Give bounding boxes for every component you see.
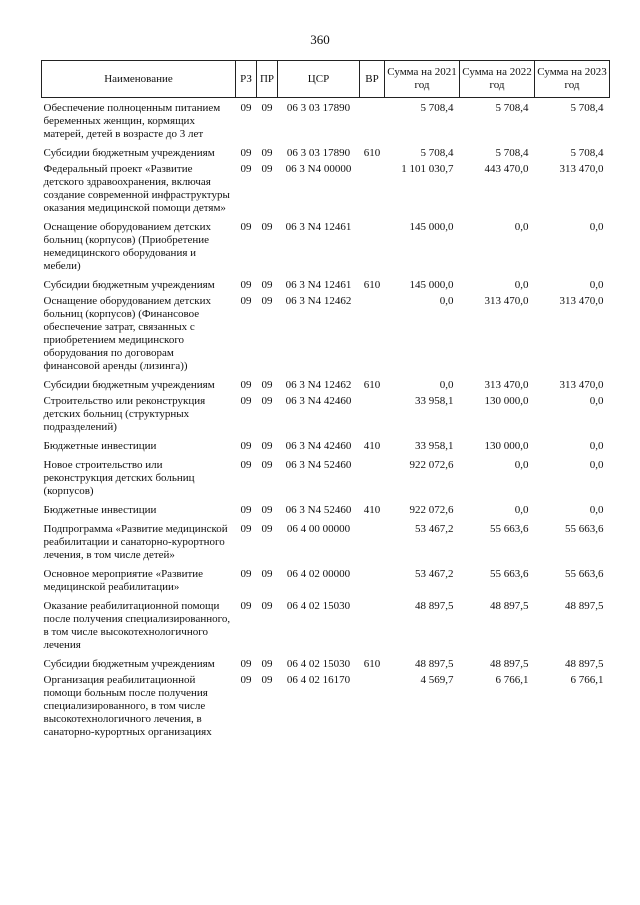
cell-name: Обеспечение полноценным питанием беременных женщин, кормящих матерей, детей в возрасте до 3 лет bbox=[43, 102, 221, 140]
cell-vr: 610 bbox=[363, 658, 381, 670]
cell-csr: 06 3 03 17890 bbox=[286, 102, 351, 114]
table-row bbox=[42, 379, 610, 395]
cell-name: Субсидии бюджетным учреждениям bbox=[43, 279, 215, 291]
cell-rz: 09 bbox=[240, 147, 252, 159]
cell-vr bbox=[360, 98, 385, 148]
cell-rz: 09 bbox=[240, 440, 252, 452]
cell-sum-2023: 5 708,4 bbox=[570, 102, 604, 114]
cell-sum-2022: 6 766,1 bbox=[495, 674, 529, 686]
cell-sum-2022: 48 897,5 bbox=[490, 658, 529, 670]
cell-sum-2022: 443 470,0 bbox=[484, 163, 529, 175]
cell-name: Субсидии бюджетным учреждениям bbox=[43, 379, 215, 391]
cell-sum-2022: 48 897,5 bbox=[490, 600, 529, 612]
cell-csr: 06 3 N4 12461 bbox=[285, 221, 352, 233]
cell-sum-2021: 33 958,1 bbox=[415, 440, 454, 452]
cell-name: Оснащение оборудованием детских больниц (корпусов) (Финансовое обеспечение затрат, связанных с приобретением медицинского оборудования по договорам финансовой аренды (лизинга)) bbox=[43, 295, 212, 372]
cell-sum-2021: 145 000,0 bbox=[409, 279, 454, 291]
cell-vr bbox=[360, 459, 385, 504]
cell-rz: 09 bbox=[240, 379, 252, 391]
cell-name: Основное мероприятие «Развитие медицинской реабилитации» bbox=[43, 568, 204, 593]
table-row bbox=[42, 523, 610, 568]
table-row bbox=[42, 504, 610, 523]
cell-rz: 09 bbox=[240, 279, 252, 291]
cell-csr: 06 3 N4 12462 bbox=[285, 379, 352, 391]
cell-vr: 610 bbox=[363, 147, 381, 159]
table-header-row bbox=[42, 61, 610, 98]
cell-sum-2022: 5 708,4 bbox=[495, 147, 529, 159]
cell-sum-2022: 0,0 bbox=[514, 459, 529, 471]
cell-pr: 09 bbox=[261, 221, 273, 233]
cell-pr: 09 bbox=[261, 147, 273, 159]
table-row bbox=[42, 98, 610, 148]
cell-sum-2021: 0,0 bbox=[439, 379, 454, 391]
cell-rz: 09 bbox=[240, 568, 252, 580]
table-row bbox=[42, 295, 610, 379]
cell-vr: 410 bbox=[363, 440, 381, 452]
cell-vr bbox=[360, 674, 385, 739]
header-csr: ЦСР bbox=[278, 61, 360, 98]
cell-vr: 610 bbox=[363, 279, 381, 291]
cell-pr: 09 bbox=[261, 600, 273, 612]
cell-rz: 09 bbox=[240, 459, 252, 471]
cell-sum-2022: 313 470,0 bbox=[484, 379, 529, 391]
cell-sum-2023: 5 708,4 bbox=[570, 147, 604, 159]
cell-pr: 09 bbox=[261, 279, 273, 291]
table-row bbox=[42, 459, 610, 504]
cell-sum-2023: 0,0 bbox=[589, 221, 604, 233]
cell-name: Оснащение оборудованием детских больниц (корпусов) (Приобретение немедицинского оборудования и мебели) bbox=[43, 221, 212, 272]
table-row bbox=[42, 147, 610, 163]
header-sum-2022: Сумма на 2022 год bbox=[460, 61, 535, 98]
cell-name: Организация реабилитационной помощи больным после получения специализированного, в том числе высокотехнологичного лечения, в санаторно-курортных организациях bbox=[43, 674, 212, 738]
cell-csr: 06 3 03 17890 bbox=[286, 147, 351, 159]
cell-csr: 06 4 00 00000 bbox=[286, 523, 351, 535]
cell-sum-2022: 130 000,0 bbox=[484, 440, 529, 452]
cell-vr bbox=[360, 395, 385, 440]
cell-name: Субсидии бюджетным учреждениям bbox=[43, 658, 215, 670]
cell-csr: 06 3 N4 12461 bbox=[285, 279, 352, 291]
cell-name: Новое строительство или реконструкция детских больниц (корпусов) bbox=[43, 459, 195, 497]
cell-rz: 09 bbox=[240, 504, 252, 516]
cell-csr: 06 3 N4 42460 bbox=[285, 440, 352, 452]
cell-name: Федеральный проект «Развитие детского здравоохранения, включая создание современной инфраструктуры оказания медицинской помощи детям» bbox=[43, 163, 230, 214]
cell-pr: 09 bbox=[261, 440, 273, 452]
cell-sum-2023: 0,0 bbox=[589, 279, 604, 291]
cell-rz: 09 bbox=[240, 102, 252, 114]
header-sum-2023: Сумма на 2023 год bbox=[535, 61, 610, 98]
cell-pr: 09 bbox=[261, 674, 273, 686]
cell-name: Бюджетные инвестиции bbox=[43, 504, 157, 516]
cell-sum-2021: 5 708,4 bbox=[420, 147, 454, 159]
cell-rz: 09 bbox=[240, 523, 252, 535]
cell-name: Бюджетные инвестиции bbox=[43, 440, 157, 452]
cell-pr: 09 bbox=[261, 379, 273, 391]
cell-sum-2021: 48 897,5 bbox=[415, 658, 454, 670]
table-row bbox=[42, 221, 610, 279]
header-rz: РЗ bbox=[236, 61, 257, 98]
cell-sum-2021: 145 000,0 bbox=[409, 221, 454, 233]
cell-rz: 09 bbox=[240, 674, 252, 686]
header-pr: ПР bbox=[257, 61, 278, 98]
cell-sum-2021: 922 072,6 bbox=[409, 504, 454, 516]
cell-vr bbox=[360, 600, 385, 658]
cell-vr bbox=[360, 568, 385, 600]
cell-sum-2022: 5 708,4 bbox=[495, 102, 529, 114]
header-vr: ВР bbox=[360, 61, 385, 98]
cell-vr: 410 bbox=[363, 504, 381, 516]
table-row bbox=[42, 658, 610, 674]
cell-csr: 06 4 02 16170 bbox=[286, 674, 351, 686]
cell-rz: 09 bbox=[240, 395, 252, 407]
cell-sum-2023: 0,0 bbox=[589, 395, 604, 407]
cell-sum-2021: 0,0 bbox=[439, 295, 454, 307]
cell-sum-2023: 55 663,6 bbox=[565, 568, 604, 580]
cell-rz: 09 bbox=[240, 163, 252, 175]
cell-vr bbox=[360, 221, 385, 279]
cell-rz: 09 bbox=[240, 221, 252, 233]
cell-sum-2023: 0,0 bbox=[589, 440, 604, 452]
cell-sum-2021: 922 072,6 bbox=[409, 459, 454, 471]
cell-pr: 09 bbox=[261, 658, 273, 670]
cell-rz: 09 bbox=[240, 600, 252, 612]
cell-csr: 06 3 N4 42460 bbox=[285, 395, 352, 407]
cell-sum-2021: 48 897,5 bbox=[415, 600, 454, 612]
cell-sum-2022: 0,0 bbox=[514, 221, 529, 233]
cell-pr: 09 bbox=[261, 395, 273, 407]
cell-sum-2021: 5 708,4 bbox=[420, 102, 454, 114]
cell-sum-2023: 6 766,1 bbox=[570, 674, 604, 686]
cell-sum-2021: 4 569,7 bbox=[420, 674, 454, 686]
cell-pr: 09 bbox=[261, 163, 273, 175]
page-number: 360 bbox=[310, 32, 330, 47]
cell-sum-2022: 55 663,6 bbox=[490, 523, 529, 535]
cell-csr: 06 3 N4 52460 bbox=[285, 459, 352, 471]
header-sum-2021: Сумма на 2021 год bbox=[385, 61, 460, 98]
cell-pr: 09 bbox=[261, 568, 273, 580]
table-row bbox=[42, 674, 610, 739]
table-row bbox=[42, 568, 610, 600]
cell-pr: 09 bbox=[261, 459, 273, 471]
cell-name: Строительство или реконструкция детских больниц (структурных подразделений) bbox=[43, 395, 206, 433]
table-row bbox=[42, 279, 610, 295]
cell-vr bbox=[360, 295, 385, 379]
cell-vr: 610 bbox=[363, 379, 381, 391]
cell-name: Подпрограмма «Развитие медицинской реабилитации и санаторно-курортного лечения, в том числе детей» bbox=[43, 523, 228, 561]
cell-csr: 06 4 02 15030 bbox=[286, 658, 351, 670]
cell-sum-2022: 0,0 bbox=[514, 279, 529, 291]
cell-sum-2023: 313 470,0 bbox=[559, 379, 604, 391]
table-row bbox=[42, 600, 610, 658]
cell-sum-2023: 0,0 bbox=[589, 459, 604, 471]
cell-sum-2021: 1 101 030,7 bbox=[401, 163, 454, 175]
cell-name: Оказание реабилитационной помощи после получения специализированного, в том числе высокотехнологичного лечения bbox=[43, 600, 231, 651]
cell-sum-2023: 0,0 bbox=[589, 504, 604, 516]
cell-csr: 06 3 N4 52460 bbox=[285, 504, 352, 516]
table-row bbox=[42, 395, 610, 440]
cell-sum-2023: 48 897,5 bbox=[565, 600, 604, 612]
table-row bbox=[42, 163, 610, 221]
cell-csr: 06 3 N4 12462 bbox=[285, 295, 352, 307]
cell-sum-2023: 48 897,5 bbox=[565, 658, 604, 670]
table-row bbox=[42, 440, 610, 459]
cell-csr: 06 3 N4 00000 bbox=[285, 163, 352, 175]
cell-pr: 09 bbox=[261, 504, 273, 516]
table-body bbox=[42, 98, 610, 740]
cell-sum-2022: 313 470,0 bbox=[484, 295, 529, 307]
cell-sum-2022: 130 000,0 bbox=[484, 395, 529, 407]
cell-vr bbox=[360, 523, 385, 568]
cell-name: Субсидии бюджетным учреждениям bbox=[43, 147, 215, 159]
cell-sum-2021: 33 958,1 bbox=[415, 395, 454, 407]
cell-pr: 09 bbox=[261, 295, 273, 307]
cell-pr: 09 bbox=[261, 102, 273, 114]
cell-sum-2021: 53 467,2 bbox=[415, 568, 454, 580]
cell-sum-2023: 313 470,0 bbox=[559, 163, 604, 175]
cell-csr: 06 4 02 15030 bbox=[286, 600, 351, 612]
cell-sum-2023: 313 470,0 bbox=[559, 295, 604, 307]
cell-pr: 09 bbox=[261, 523, 273, 535]
header-name: Наименование bbox=[42, 61, 236, 98]
cell-sum-2022: 0,0 bbox=[514, 504, 529, 516]
cell-vr bbox=[360, 163, 385, 221]
budget-table bbox=[41, 60, 610, 739]
cell-sum-2021: 53 467,2 bbox=[415, 523, 454, 535]
cell-rz: 09 bbox=[240, 658, 252, 670]
cell-csr: 06 4 02 00000 bbox=[286, 568, 351, 580]
cell-sum-2022: 55 663,6 bbox=[490, 568, 529, 580]
cell-sum-2023: 55 663,6 bbox=[565, 523, 604, 535]
cell-rz: 09 bbox=[240, 295, 252, 307]
